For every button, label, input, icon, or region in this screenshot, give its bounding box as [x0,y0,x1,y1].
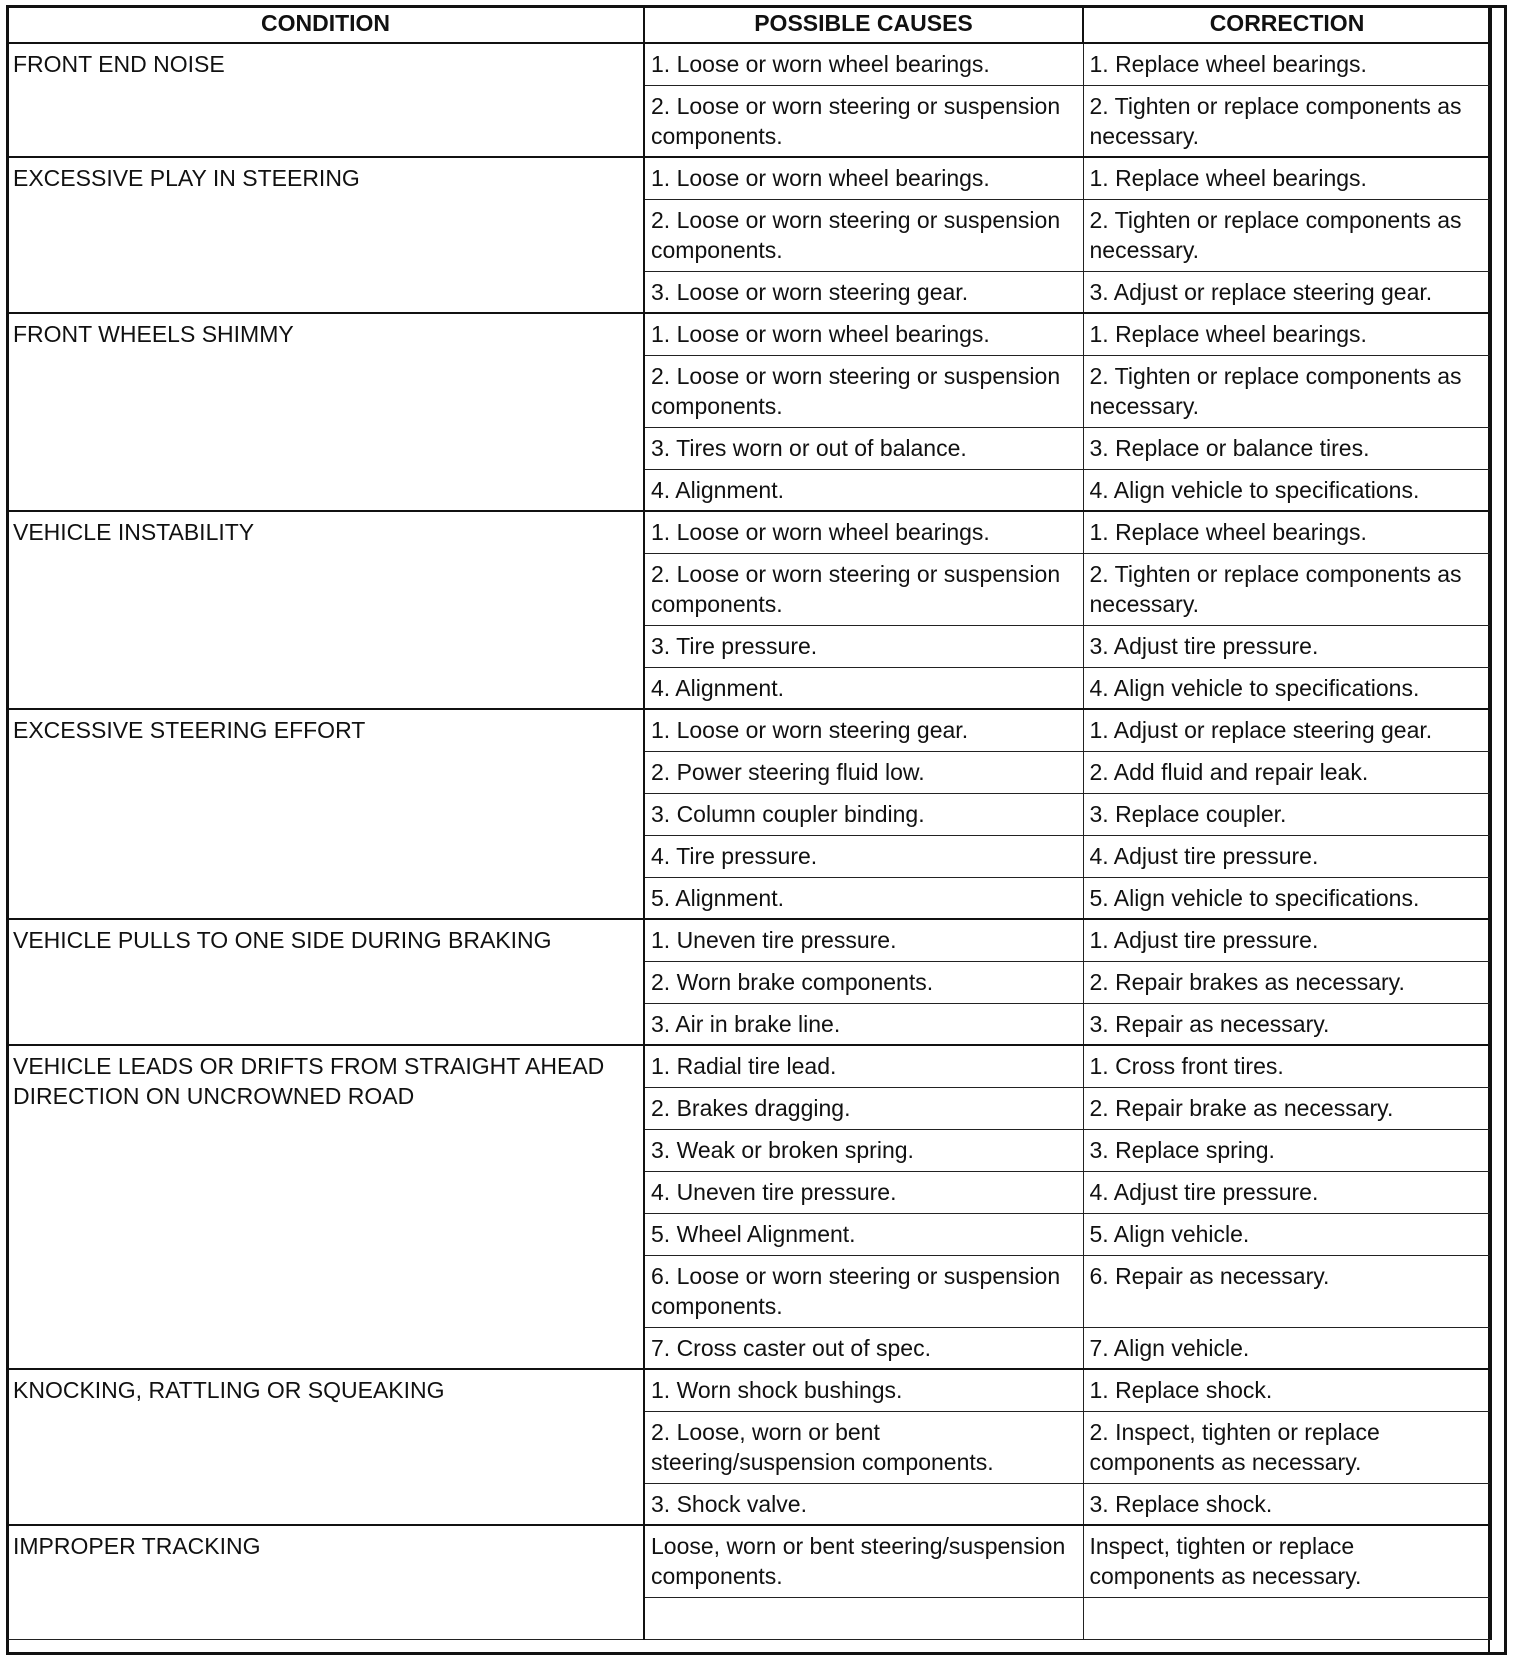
cause-cell: 1. Uneven tire pressure. [644,919,1083,961]
table-body [7,43,1491,1639]
cause-cell: 2. Loose or worn steering or suspension components. [644,199,1083,271]
cause-cell: 3. Loose or worn steering gear. [644,271,1083,313]
correction-cell: 2. Tighten or replace components as necessary. [1083,199,1491,271]
correction-cell: 2. Tighten or replace components as necessary. [1083,85,1491,157]
condition-cell: FRONT WHEELS SHIMMY [7,313,644,511]
cause-cell: 1. Loose or worn wheel bearings. [644,511,1083,553]
cause-cell: 3. Weak or broken spring. [644,1129,1083,1171]
cause-cell: 5. Alignment. [644,877,1083,919]
cause-cell: 2. Loose or worn steering or suspension components. [644,85,1083,157]
cause-cell: 1. Worn shock bushings. [644,1369,1083,1411]
condition-cell: EXCESSIVE STEERING EFFORT [7,709,644,919]
cause-cell: 4. Tire pressure. [644,835,1083,877]
cause-cell: 1. Loose or worn wheel bearings. [644,43,1083,85]
diagnosis-table [6,5,1492,1640]
correction-cell: 1. Adjust or replace steering gear. [1083,709,1491,751]
cause-cell: 4. Alignment. [644,667,1083,709]
correction-cell: 3. Replace or balance tires. [1083,427,1491,469]
condition-cell: VEHICLE INSTABILITY [7,511,644,709]
table-row [7,919,1491,961]
correction-cell: 2. Repair brakes as necessary. [1083,961,1491,1003]
correction-cell: 4. Align vehicle to specifications. [1083,469,1491,511]
condition-cell: EXCESSIVE PLAY IN STEERING [7,157,644,313]
correction-cell: 5. Align vehicle to specifications. [1083,877,1491,919]
correction-cell: 1. Replace shock. [1083,1369,1491,1411]
correction-cell: 5. Align vehicle. [1083,1213,1491,1255]
correction-cell: 2. Inspect, tighten or replace components as necessary. [1083,1411,1491,1483]
correction-cell: 3. Repair as necessary. [1083,1003,1491,1045]
correction-cell: 2. Tighten or replace components as necessary. [1083,355,1491,427]
correction-cell: 4. Align vehicle to specifications. [1083,667,1491,709]
condition-cell: KNOCKING, RATTLING OR SQUEAKING [7,1369,644,1525]
table-row [7,511,1491,553]
cause-cell [644,1597,1083,1639]
cause-cell: 3. Shock valve. [644,1483,1083,1525]
cause-cell: 4. Uneven tire pressure. [644,1171,1083,1213]
header-row [7,5,1491,43]
correction-cell: 6. Repair as necessary. [1083,1255,1491,1327]
cause-cell: 2. Worn brake components. [644,961,1083,1003]
correction-cell: Inspect, tighten or replace components as necessary. [1083,1525,1491,1597]
cause-cell: 2. Loose or worn steering or suspension components. [644,553,1083,625]
correction-cell: 1. Cross front tires. [1083,1045,1491,1087]
header-condition: CONDITION [7,5,644,43]
table-row [7,1525,1491,1597]
correction-cell: 1. Adjust tire pressure. [1083,919,1491,961]
cause-cell: Loose, worn or bent steering/suspension components. [644,1525,1083,1597]
cause-cell: 2. Loose or worn steering or suspension components. [644,355,1083,427]
cause-cell: 1. Radial tire lead. [644,1045,1083,1087]
condition-cell: FRONT END NOISE [7,43,644,157]
condition-cell: VEHICLE PULLS TO ONE SIDE DURING BRAKING [7,919,644,1045]
header-possible-causes: POSSIBLE CAUSES [644,5,1083,43]
correction-cell: 4. Adjust tire pressure. [1083,1171,1491,1213]
correction-cell: 3. Adjust or replace steering gear. [1083,271,1491,313]
correction-cell: 1. Replace wheel bearings. [1083,313,1491,355]
correction-cell: 2. Repair brake as necessary. [1083,1087,1491,1129]
correction-cell: 1. Replace wheel bearings. [1083,43,1491,85]
header-correction: CORRECTION [1083,5,1491,43]
cause-cell: 1. Loose or worn wheel bearings. [644,157,1083,199]
table-row [7,313,1491,355]
cause-cell: 3. Column coupler binding. [644,793,1083,835]
cause-cell: 3. Tire pressure. [644,625,1083,667]
correction-cell: 3. Adjust tire pressure. [1083,625,1491,667]
table-row [7,1045,1491,1087]
cause-cell: 2. Brakes dragging. [644,1087,1083,1129]
correction-cell: 2. Add fluid and repair leak. [1083,751,1491,793]
table-row [7,43,1491,85]
correction-cell [1083,1597,1491,1639]
table-row [7,1369,1491,1411]
correction-cell: 3. Replace shock. [1083,1483,1491,1525]
condition-cell: VEHICLE LEADS OR DRIFTS FROM STRAIGHT AHEAD DIRECTION ON UNCROWNED ROAD [7,1045,644,1369]
correction-cell: 2. Tighten or replace components as necessary. [1083,553,1491,625]
table-row [7,709,1491,751]
table-row [7,157,1491,199]
cause-cell: 4. Alignment. [644,469,1083,511]
correction-cell: 4. Adjust tire pressure. [1083,835,1491,877]
correction-cell: 3. Replace spring. [1083,1129,1491,1171]
correction-cell: 1. Replace wheel bearings. [1083,511,1491,553]
cause-cell: 1. Loose or worn wheel bearings. [644,313,1083,355]
cause-cell: 6. Loose or worn steering or suspension components. [644,1255,1083,1327]
cause-cell: 2. Loose, worn or bent steering/suspension components. [644,1411,1083,1483]
correction-cell: 7. Align vehicle. [1083,1327,1491,1369]
correction-cell: 1. Replace wheel bearings. [1083,157,1491,199]
cause-cell: 5. Wheel Alignment. [644,1213,1083,1255]
cause-cell: 2. Power steering fluid low. [644,751,1083,793]
cause-cell: 3. Tires worn or out of balance. [644,427,1083,469]
cause-cell: 1. Loose or worn steering gear. [644,709,1083,751]
cause-cell: 7. Cross caster out of spec. [644,1327,1083,1369]
cause-cell: 3. Air in brake line. [644,1003,1083,1045]
correction-cell: 3. Replace coupler. [1083,793,1491,835]
condition-cell: IMPROPER TRACKING [7,1525,644,1639]
